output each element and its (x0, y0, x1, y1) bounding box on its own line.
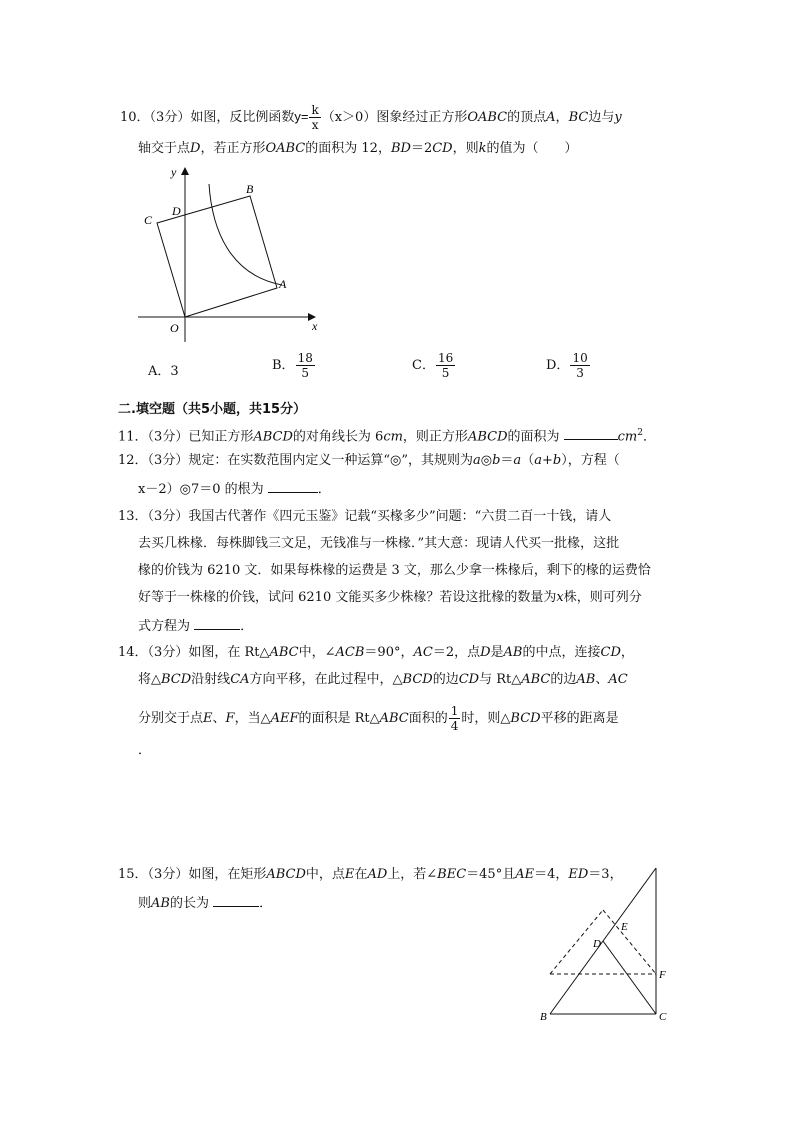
q11: 11．（3分）已知正方形ABCD的对角线长为 6cm，则正方形ABCD的面积为 $cm^2$． (118, 428, 657, 445)
q10-line2: 轴交于点D，若正方形OABC的面积为 12，BD＝2CD，则k的值为（ ） (138, 141, 578, 156)
fig2-label-e: E (621, 921, 628, 933)
q14-line1: 14．（3分）如图，在 Rt△ABC中，∠ACB＝90°，AC＝2，点D是AB的中点，连接CD， (118, 645, 634, 660)
q13-line3: 椽的价钱为 6210 文．如果每株椽的运费是 3 文，那么少拿一株椽后，剩下的椽的运费恰 (138, 563, 651, 578)
q14-line4: ． (138, 743, 152, 758)
label-b: B (246, 182, 254, 196)
q13-line4: 好等于一株椽的价钱，试问 6210 文能买多少株椽？若设这批椽的数量为x株，则可列分 (138, 590, 642, 605)
q12-line2: x－2）◎7＝0 的根为 ． (138, 479, 331, 499)
q13-line2: 去买几株椽．每株脚钱三文足，无钱准与一株椽．”其大意：现请人代买一批椽，这批 (138, 536, 620, 551)
q10-option-d[interactable]: D． $\frac{10}{3}$ (546, 351, 588, 380)
q15-line1: 15．（3分）如图，在矩形ABCD中，点E在AD上，若∠BEC＝45°且AE＝4，ED＝3， (118, 867, 623, 882)
q14-line3: 分别交于点E、F，当△AEF的面积是 Rt△ABC面积的 $\frac{1}{4}$ 时，则△BCD平移的距离是 (138, 704, 619, 733)
label-y: y (171, 165, 177, 179)
q15-answer-blank[interactable] (213, 893, 259, 907)
label-c: C (144, 213, 153, 227)
q10-option-c[interactable]: C． $\frac{16}{5}$ (412, 351, 454, 380)
label-o: O (170, 321, 179, 335)
label-x: x (312, 319, 318, 333)
q12-line1: 12．（3分）规定：在实数范围内定义一种运算“◎”，其规则为a◎b＝a（a+b），方程（ (118, 453, 620, 468)
q14-figure (536, 860, 676, 1028)
label-d: D (172, 204, 181, 218)
fig2-label-c: C (659, 1011, 667, 1023)
dashed-right (603, 910, 656, 974)
fig2-label-d: D (593, 938, 601, 950)
q13-answer-blank[interactable] (194, 616, 240, 630)
q15-line2: 则AB的长为 ． (138, 893, 272, 913)
q12-answer-blank[interactable] (268, 479, 318, 493)
label-a: A (279, 277, 287, 291)
q10-figure (130, 160, 330, 350)
q10-option-a[interactable]: A．3 (148, 364, 179, 379)
fig2-label-f: F (659, 969, 666, 981)
q13-line5: 式方程为 ． (138, 616, 253, 636)
fig2-label-b: B (540, 1011, 547, 1023)
q10-option-b[interactable]: B． $\frac{18}{5}$ (272, 351, 313, 380)
q14-line2: 将△BCD沿射线CA方向平移，在此过程中，△BCD的边CD与 Rt△ABC的边AB、AC (138, 672, 628, 687)
q10-line1: 10．（3分）如图，反比例函数y= $\frac{k}{x}$ （x＞0）图象经过正方形OABC的顶点A，BC边与y (120, 103, 622, 132)
q11-answer-blank[interactable] (564, 426, 618, 440)
q13-line1: 13．（3分）我国古代著作《四元玉鉴》记载“买椽多少”问题：“六贯二百一十钱，请人 (118, 509, 612, 524)
segment-dc (603, 941, 656, 1014)
q10-formula-fraction: $\frac{k}{x}$ (311, 103, 319, 132)
hyperbola-curve (209, 184, 282, 285)
section-title: 二.填空题（共5小题，共15分） (118, 402, 307, 417)
